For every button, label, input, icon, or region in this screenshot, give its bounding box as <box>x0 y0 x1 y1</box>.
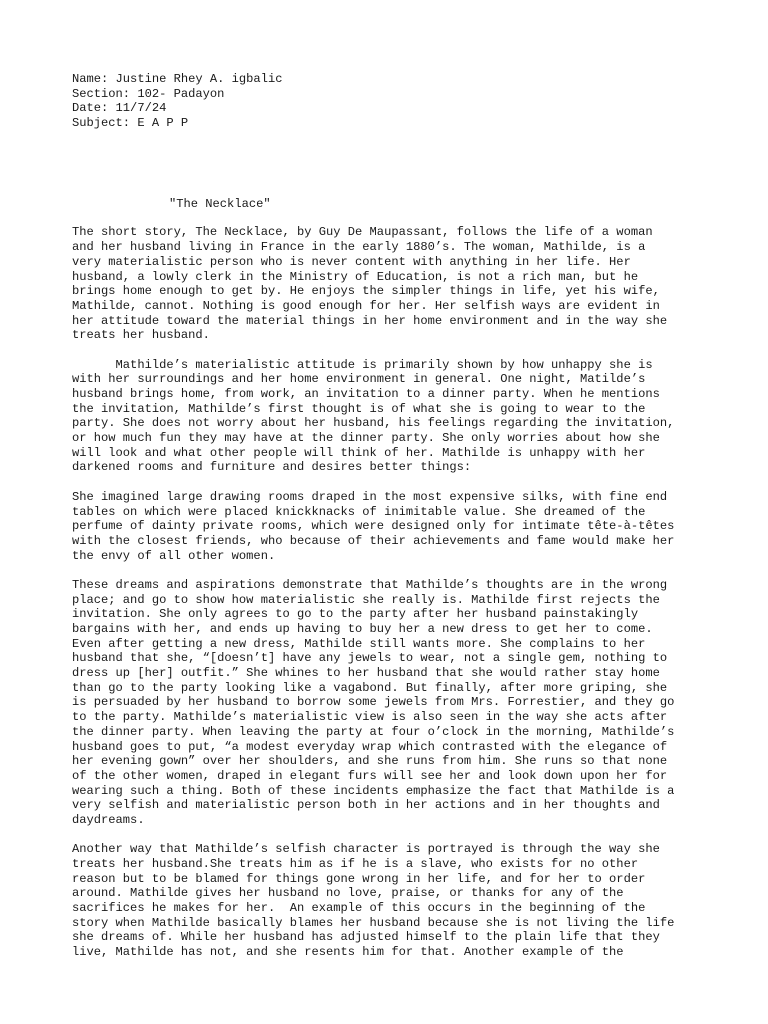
section-line: Section: 102- Padayon <box>72 86 225 101</box>
text-line: tables on which were placed knickknacks of inimitable value. She dreamed of the <box>72 504 646 519</box>
text-line: bargains with her, and ends up having to buy her a new dress to get her to come. <box>72 622 653 636</box>
text-line: live, Mathilde has not, and she resents him for that. Another example of the <box>72 945 624 960</box>
text-line: the invitation, Mathilde’s first thought is of what she is going to wear to the <box>72 401 646 416</box>
text-line: wearing such a thing. Both of these incidents emphasize the fact that Mathilde is a <box>72 783 675 798</box>
text-line: These dreams and aspirations demonstrate that Mathilde’s thoughts are in the wrong <box>72 577 668 592</box>
text-line: is persuaded by her husband to borrow some jewels from Mrs. Forrestier, and they go <box>72 695 675 710</box>
subject-line: Subject: E A P P <box>72 116 189 131</box>
text-line: of the other women, draped in elegant furs will see her and look down upon her for <box>72 768 668 783</box>
text-line: party. She does not worry about her husband, his feelings regarding the invitation, <box>72 416 675 431</box>
date-line: Date: 11/7/24 <box>72 101 167 116</box>
text-line: The short story, The Necklace, by Guy De Maupassant, follows the life of a woman <box>72 225 653 240</box>
text-line: around. Mathilde gives her husband no love, praise, or thanks for any of the <box>72 886 624 901</box>
text-line: will look and what other people will think of her. Mathilde is unhappy with her <box>72 445 646 460</box>
text-line: treats her husband.She treats him as if he is a slave, who exists for no other <box>72 857 639 871</box>
text-line: and her husband living in France in the early 1880’s. The woman, Mathilde, is a <box>72 240 646 255</box>
paragraph <box>72 490 712 563</box>
paragraph <box>72 842 712 960</box>
text-line: the envy of all other women. <box>72 548 276 563</box>
text-line: husband, a lowly clerk in the Ministry of Education, is not a rich man, but he <box>72 269 639 284</box>
text-line: her evening gown” over her shoulders, and she runs from him. She runs so that none <box>72 754 668 769</box>
paragraph <box>72 225 712 343</box>
text-line: invitation. She only agrees to go to the party after her husband painstakingly <box>72 607 639 622</box>
text-line: story when Mathilde basically blames her husband because she is not living the life <box>72 915 675 930</box>
text-line: than go to the party looking like a vagabond. But finally, after more griping, she <box>72 680 668 695</box>
text-line: Another way that Mathilde’s selfish character is portrayed is through the way she <box>72 842 660 857</box>
text-line: with the closest friends, who because of their achievements and fame would make her <box>72 533 675 548</box>
text-line: place; and go to show how materialistic she really is. Mathilde first rejects the <box>72 592 660 607</box>
text-line: or how much fun they may have at the dinner party. She only worries about how she <box>72 431 660 446</box>
text-line: her attitude toward the material things in her home environment and in the way she <box>72 313 668 328</box>
student-header <box>72 72 712 131</box>
text-line: very selfish and materialistic person both in her actions and in her thoughts and <box>72 798 660 813</box>
text-line: with her surroundings and her home environment in general. One night, Matilde’s <box>72 372 646 387</box>
text-line: She imagined large drawing rooms draped in the most expensive silks, with fine end <box>72 489 668 504</box>
text-line: husband goes to put, “a modest everyday wrap which contrasted with the elegance of <box>72 739 668 754</box>
text-line: Even after getting a new dress, Mathilde still wants more. She complains to her <box>72 636 646 651</box>
text-line: husband that she, “[doesn’t] have any jewels to wear, not a single gem, nothing to <box>72 651 668 666</box>
essay-title: "The Necklace" <box>169 196 271 211</box>
text-line: to the party. Mathilde’s materialistic view is also seen in the way she acts after <box>72 710 668 725</box>
text-line: the dinner party. When leaving the party at four o’clock in the morning, Mathilde’s <box>72 724 675 739</box>
paragraph <box>72 358 712 476</box>
text-line: Mathilde’s materialistic attitude is primarily shown by how unhappy she is <box>72 357 653 372</box>
text-line: dress up [her] outfit.” She whines to her husband that she would rather stay home <box>72 666 660 681</box>
text-line: brings home enough to get by. He enjoys the simpler things in life, yet his wife, <box>72 284 660 299</box>
text-line: reason but to be blamed for things gone wrong in her life, and for her to order <box>72 871 646 886</box>
text-line: daydreams. <box>72 812 145 827</box>
document-page <box>72 72 712 960</box>
name-line: Name: Justine Rhey A. igbalic <box>72 72 283 86</box>
text-line: husband brings home, from work, an invitation to a dinner party. When he mentions <box>72 387 660 401</box>
text-line: perfume of dainty private rooms, which were designed only for intimate tête-à-têtes <box>72 519 675 534</box>
essay-body <box>72 225 712 959</box>
text-line: Mathilde, cannot. Nothing is good enough for her. Her selfish ways are evident in <box>72 298 660 313</box>
text-line: darkened rooms and furniture and desires better things: <box>72 460 472 475</box>
text-line: treats her husband. <box>72 328 210 343</box>
text-line: very materialistic person who is never content with anything in her life. Her <box>72 254 631 269</box>
paragraph <box>72 578 712 828</box>
text-line: sacrifices he makes for her. An example of this occurs in the beginning of the <box>72 901 646 916</box>
text-line: she dreams of. While her husband has adjusted himself to the plain life that they <box>72 930 660 945</box>
